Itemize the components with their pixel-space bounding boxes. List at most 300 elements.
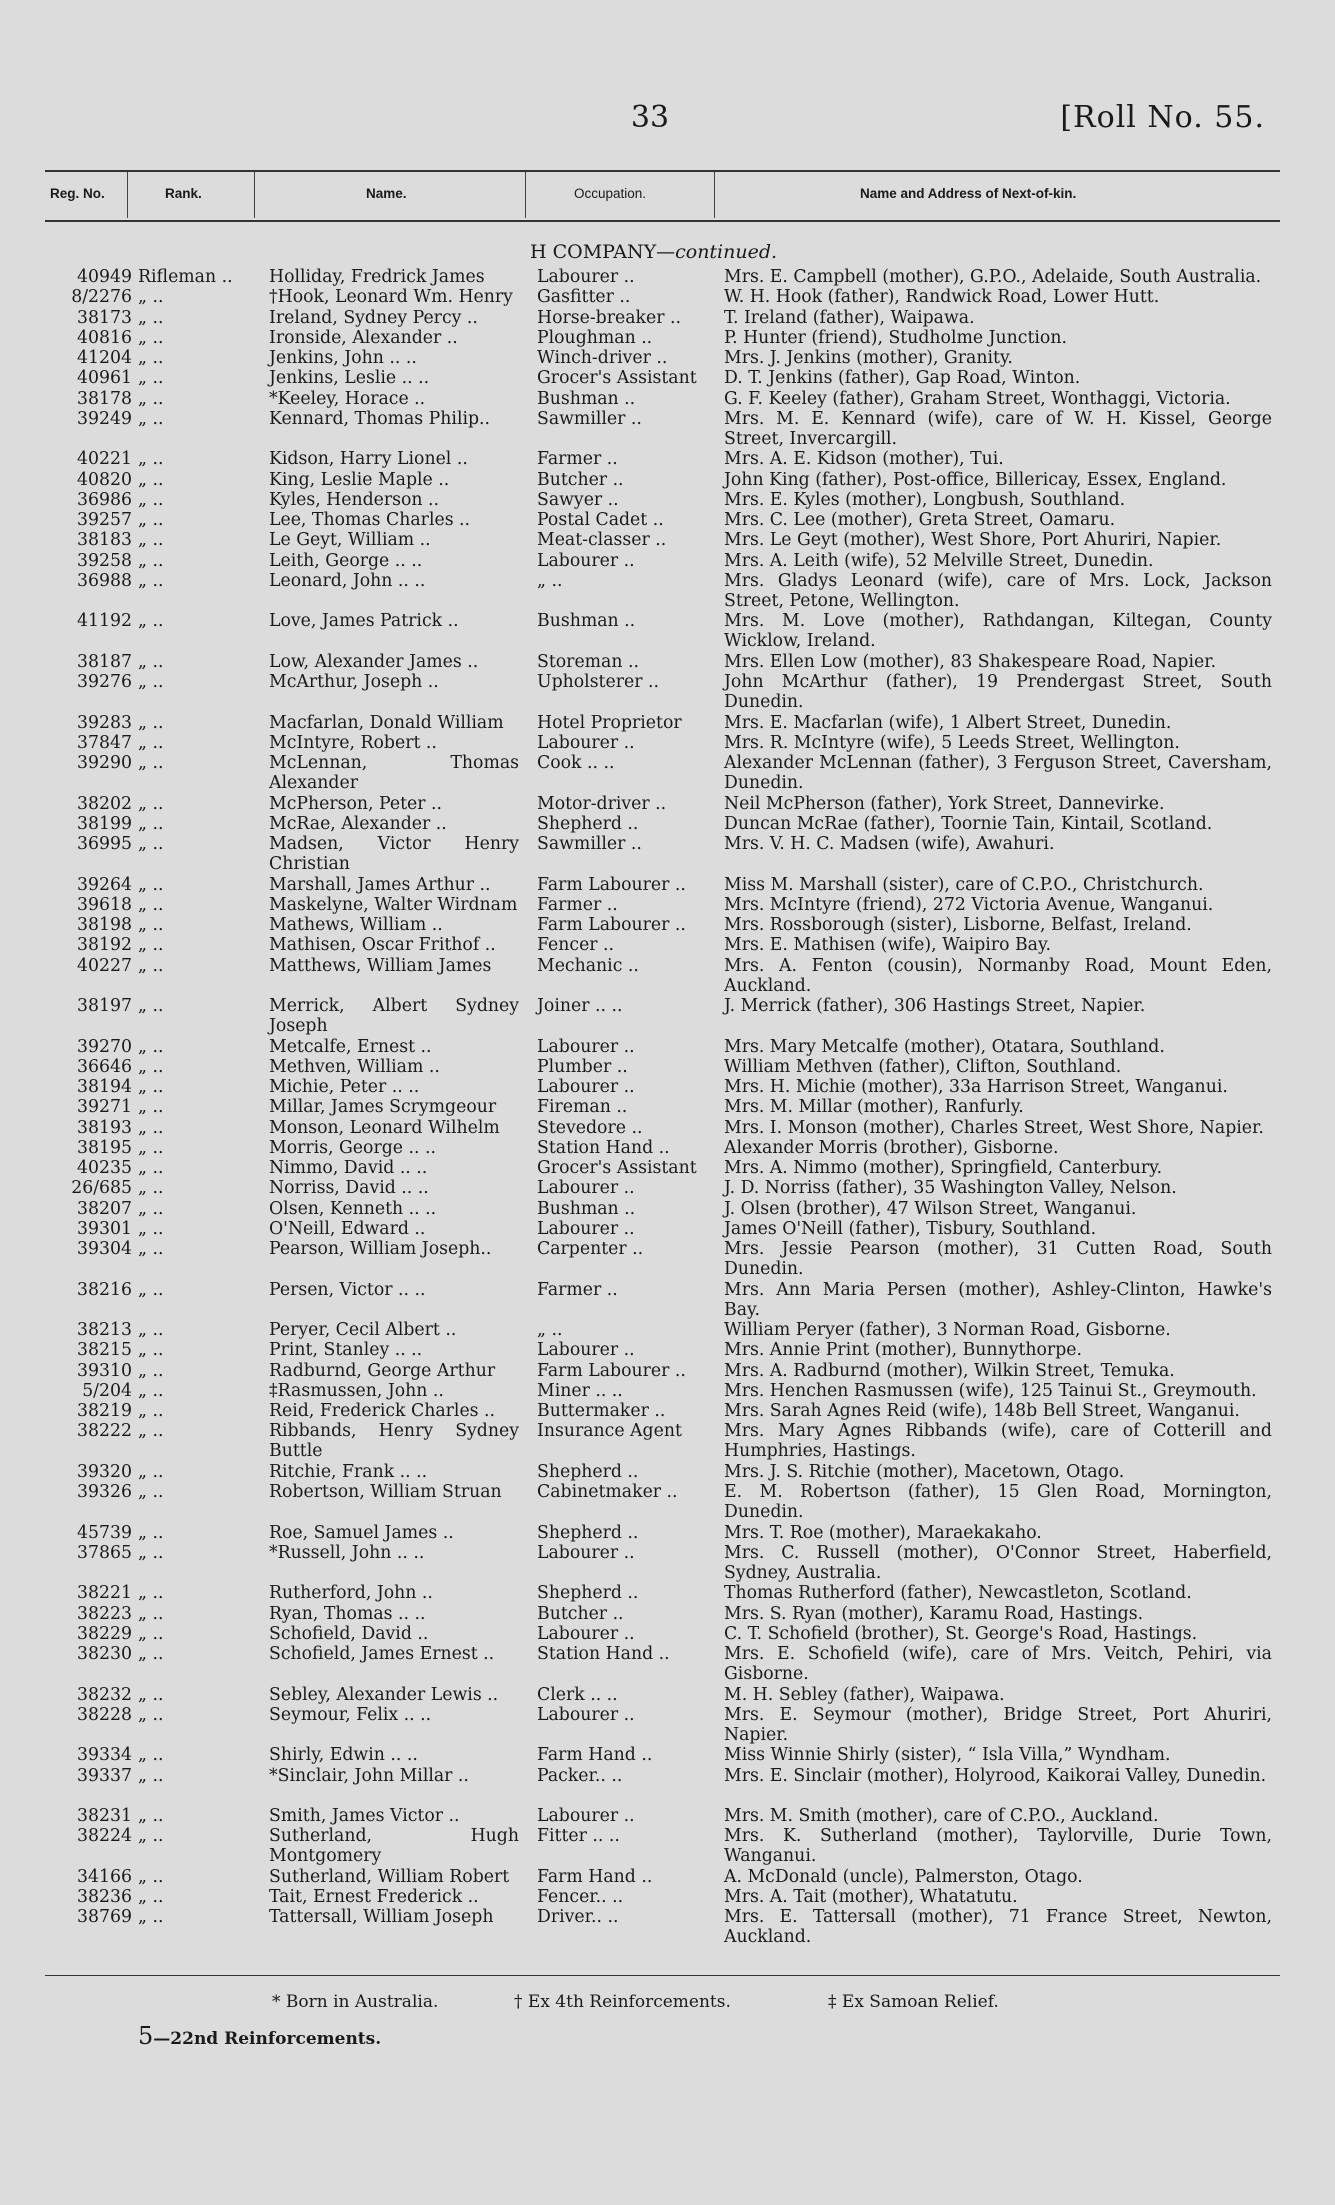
next-of-kin-cell: Mrs. E. Seymour (mother), Bridge Street, Port Ahuriri, Napier. xyxy=(724,1704,1272,1745)
reg-no-cell: 38192 xyxy=(77,935,132,956)
occupation-cell: Cabinetmaker .. xyxy=(537,1482,678,1502)
occupation-cell: Storeman .. xyxy=(537,651,639,672)
next-of-kin-cell: Mrs. K. Sutherland (mother), Taylorville, Durie Town, Wanganui. xyxy=(724,1826,1272,1867)
next-of-kin-cell: Mrs. M. Smith (mother), care of C.P.O., Auckland. xyxy=(724,1806,1159,1826)
reg-no-cell: 38202 xyxy=(77,793,132,814)
next-of-kin-cell: W. H. Hook (father), Randwick Road, Lower Hutt. xyxy=(724,287,1160,308)
next-of-kin-cell: Mrs. Annie Print (mother), Bunnythorpe. xyxy=(724,1340,1082,1361)
name-cell: King, Leslie Maple .. xyxy=(269,469,450,490)
reg-no-cell: 38232 xyxy=(77,1684,132,1705)
occupation-cell: Farmer .. xyxy=(537,894,618,915)
name-cell: Leith, George .. .. xyxy=(269,550,423,571)
reg-no-cell: 39320 xyxy=(77,1461,132,1482)
occupation-cell: Sawmiller .. xyxy=(537,408,642,429)
name-cell: Seymour, Felix .. .. xyxy=(269,1704,432,1725)
rank-cell: „ .. xyxy=(138,388,164,409)
rank-cell: „ .. xyxy=(138,874,164,895)
name-cell: Mathews, William .. xyxy=(269,915,443,935)
next-of-kin-cell: J. D. Norriss (father), 35 Washington Valley, Nelson. xyxy=(724,1178,1177,1199)
rank-cell: „ .. xyxy=(138,1542,164,1563)
occupation-cell: Labourer .. xyxy=(537,1542,635,1563)
reg-no-cell: 38198 xyxy=(77,915,132,935)
next-of-kin-cell: Mrs. H. Michie (mother), 33a Harrison Street, Wanganui. xyxy=(724,1077,1228,1097)
reg-no-cell: 39283 xyxy=(77,712,132,733)
section-continued: continued. xyxy=(675,241,778,263)
reg-no-cell: 40961 xyxy=(77,368,132,389)
next-of-kin-cell: Mrs. A. E. Kidson (mother), Tui. xyxy=(724,449,1004,470)
occupation-cell: Insurance Agent xyxy=(537,1421,682,1442)
reg-no-cell: 38769 xyxy=(77,1907,132,1928)
header-reg-no: Reg. No. xyxy=(50,186,105,201)
footer-signature xyxy=(138,2022,381,2050)
reg-no-cell: 40820 xyxy=(77,469,132,490)
occupation-cell: Labourer .. xyxy=(537,1704,635,1725)
reg-no-cell: 38195 xyxy=(77,1137,132,1158)
rank-cell: „ .. xyxy=(138,712,164,733)
occupation-cell: „ .. xyxy=(537,570,563,591)
name-cell: Ryan, Thomas .. .. xyxy=(269,1603,426,1624)
name-cell: Tait, Ernest Frederick .. xyxy=(269,1887,479,1907)
occupation-cell: Winch-driver .. xyxy=(537,348,668,368)
column-separator xyxy=(714,172,715,218)
name-cell: ‡Rasmussen, John .. xyxy=(269,1380,444,1401)
name-cell: Marshall, James Arthur .. xyxy=(269,874,491,895)
reg-no-cell: 38224 xyxy=(77,1826,132,1847)
reg-no-cell: 38216 xyxy=(77,1279,132,1300)
name-cell: Schofield, David .. xyxy=(269,1623,429,1644)
name-cell: Millar, James Scrymgeour xyxy=(269,1097,497,1118)
rank-cell: „ .. xyxy=(138,368,164,389)
rank-cell: „ .. xyxy=(138,1360,164,1381)
next-of-kin-cell: D. T. Jenkins (father), Gap Road, Winton. xyxy=(724,368,1081,389)
rank-cell: „ .. xyxy=(138,834,164,854)
section-company: H COMPANY— xyxy=(530,241,676,263)
rank-cell: „ .. xyxy=(138,1340,164,1361)
next-of-kin-cell: Mrs. V. H. C. Madsen (wife), Awahuri. xyxy=(724,834,1055,854)
reg-no-cell: 39257 xyxy=(77,510,132,530)
header-rank: Rank. xyxy=(165,186,202,201)
rank-cell: „ .. xyxy=(138,307,164,328)
rank-cell: „ .. xyxy=(138,611,164,632)
rank-cell: „ .. xyxy=(138,1583,164,1604)
column-separator xyxy=(525,172,526,218)
occupation-cell: Carpenter .. xyxy=(537,1239,644,1259)
next-of-kin-cell: Mrs. Ann Maria Persen (mother), Ashley-Clinton, Hawke's Bay. xyxy=(724,1279,1272,1320)
occupation-cell: Grocer's Assistant xyxy=(537,368,697,389)
rank-cell: „ .. xyxy=(138,1137,164,1158)
name-cell: Maskelyne, Walter Wirdnam xyxy=(269,894,518,915)
occupation-cell: Miner .. .. xyxy=(537,1380,623,1401)
column-separator xyxy=(254,172,255,218)
occupation-cell: Shepherd .. xyxy=(537,1583,639,1604)
reg-no-cell: 38231 xyxy=(77,1806,132,1826)
occupation-cell: Fitter .. .. xyxy=(537,1826,620,1847)
name-cell: Sutherland, Hugh Montgomery xyxy=(269,1826,519,1867)
next-of-kin-cell: Mrs. Jessie Pearson (mother), 31 Cutten Road, South Dunedin. xyxy=(724,1239,1272,1280)
name-cell: Radburnd, George Arthur xyxy=(269,1360,496,1381)
next-of-kin-cell: Mrs. E. Schofield (wife), care of Mrs. Veitch, Pehiri, via Gisborne. xyxy=(724,1644,1272,1685)
name-cell: Smith, James Victor .. xyxy=(269,1806,460,1826)
rank-cell: „ .. xyxy=(138,550,164,571)
occupation-cell: Shepherd .. xyxy=(537,1522,639,1543)
rank-cell: „ .. xyxy=(138,449,164,470)
next-of-kin-cell: William Methven (father), Clifton, Southland. xyxy=(724,1056,1122,1077)
occupation-cell: Farmer .. xyxy=(537,449,618,470)
occupation-cell: Sawmiller .. xyxy=(537,834,642,854)
name-cell: †Hook, Leonard Wm. Henry xyxy=(269,287,513,308)
next-of-kin-cell: J. Merrick (father), 306 Hastings Street, Napier. xyxy=(724,996,1146,1016)
occupation-cell: „ .. xyxy=(537,1320,563,1340)
rank-cell: „ .. xyxy=(138,1198,164,1219)
occupation-cell: Horse-breaker .. xyxy=(537,307,681,328)
name-cell: O'Neill, Edward .. xyxy=(269,1218,426,1239)
next-of-kin-cell: Mrs. E. Mathisen (wife), Waipiro Bay. xyxy=(724,935,1051,956)
name-cell: Methven, William .. xyxy=(269,1056,440,1077)
reg-no-cell: 38222 xyxy=(77,1421,132,1442)
name-cell: Sutherland, William Robert xyxy=(269,1866,510,1887)
reg-no-cell: 38221 xyxy=(77,1583,132,1604)
rank-cell: „ .. xyxy=(138,1704,164,1725)
rank-cell: „ .. xyxy=(138,813,164,834)
name-cell: McPherson, Peter .. xyxy=(269,793,442,814)
reg-no-cell: 38178 xyxy=(77,388,132,409)
rank-cell: „ .. xyxy=(138,1866,164,1887)
occupation-cell: Postal Cadet .. xyxy=(537,510,664,530)
reg-no-cell: 40227 xyxy=(77,955,132,976)
reg-no-cell: 40816 xyxy=(77,327,132,348)
next-of-kin-cell: Miss M. Marshall (sister), care of C.P.O., Christchurch. xyxy=(724,874,1204,895)
name-cell: *Russell, John .. .. xyxy=(269,1542,425,1563)
rank-cell: „ .. xyxy=(138,793,164,814)
name-cell: Kyles, Henderson .. xyxy=(269,489,440,510)
name-cell: Michie, Peter .. .. xyxy=(269,1077,420,1097)
reg-no-cell: 38199 xyxy=(77,813,132,834)
occupation-cell: Bushman .. xyxy=(537,611,636,632)
reg-no-cell: 37865 xyxy=(77,1542,132,1563)
occupation-cell: Fencer.. .. xyxy=(537,1887,624,1907)
occupation-cell: Labourer .. xyxy=(537,1077,635,1097)
footnote-born-australia: * Born in Australia. xyxy=(272,1992,439,2012)
name-cell: Mathisen, Oscar Frithof .. xyxy=(269,935,496,956)
rank-cell: „ .. xyxy=(138,1117,164,1138)
reg-no-cell: 38194 xyxy=(77,1077,132,1097)
name-cell: Monson, Leonard Wilhelm xyxy=(269,1117,500,1138)
footnote-samoan-relief: ‡ Ex Samoan Relief. xyxy=(828,1992,999,2012)
name-cell: Ireland, Sydney Percy .. xyxy=(269,307,478,328)
next-of-kin-cell: Mrs. McIntyre (friend), 272 Victoria Avenue, Wanganui. xyxy=(724,894,1214,915)
name-cell: Reid, Frederick Charles .. xyxy=(269,1401,496,1421)
name-cell: *Keeley, Horace .. xyxy=(269,388,426,409)
reg-no-cell: 39271 xyxy=(77,1097,132,1118)
occupation-cell: Clerk .. .. xyxy=(537,1684,618,1705)
rank-cell: „ .. xyxy=(138,530,164,551)
reg-no-cell: 39270 xyxy=(77,1036,132,1057)
next-of-kin-cell: M. H. Sebley (father), Waipawa. xyxy=(724,1684,1005,1705)
name-cell: Rutherford, John .. xyxy=(269,1583,433,1604)
name-cell: Kidson, Harry Lionel .. xyxy=(269,449,468,470)
name-cell: Nimmo, David .. .. xyxy=(269,1158,428,1178)
reg-no-cell: 34166 xyxy=(77,1866,132,1887)
reg-no-cell: 45739 xyxy=(77,1522,132,1543)
name-cell: Matthews, William James xyxy=(269,955,492,976)
reg-no-cell: 41204 xyxy=(77,348,132,368)
reg-no-cell: 39276 xyxy=(77,672,132,692)
name-cell: Macfarlan, Donald William xyxy=(269,712,504,733)
next-of-kin-cell: Mrs. J. Jenkins (mother), Granity. xyxy=(724,348,1013,368)
occupation-cell: Station Hand .. xyxy=(537,1137,670,1158)
name-cell: Olsen, Kenneth .. .. xyxy=(269,1198,437,1219)
reg-no-cell: 36986 xyxy=(77,489,132,510)
occupation-cell: Labourer .. xyxy=(537,1036,635,1057)
occupation-cell: Labourer .. xyxy=(537,267,635,287)
name-cell: Roe, Samuel James .. xyxy=(269,1522,454,1543)
reg-no-cell: 26/685 xyxy=(71,1178,132,1199)
occupation-cell: Fencer .. xyxy=(537,935,615,956)
occupation-cell: Farm Hand .. xyxy=(537,1866,653,1887)
header-top-rule xyxy=(45,170,1280,172)
reg-no-cell: 38230 xyxy=(77,1644,132,1664)
next-of-kin-cell: Mrs. M. Love (mother), Rathdangan, Kiltegan, County Wicklow, Ireland. xyxy=(724,611,1272,652)
reg-no-cell: 39301 xyxy=(77,1218,132,1239)
rank-cell: „ .. xyxy=(138,672,164,692)
occupation-cell: Shepherd .. xyxy=(537,813,639,834)
next-of-kin-cell: Mrs. Henchen Rasmussen (wife), 125 Tainui St., Greymouth. xyxy=(724,1380,1257,1401)
reg-no-cell: 41192 xyxy=(77,611,132,632)
footer-number: 5 xyxy=(138,2022,154,2050)
rank-cell: „ .. xyxy=(138,287,164,308)
next-of-kin-cell: G. F. Keeley (father), Graham Street, Wonthaggi, Victoria. xyxy=(724,388,1231,409)
name-cell: Norriss, David .. .. xyxy=(269,1178,429,1199)
header-occupation: Occupation. xyxy=(574,186,647,201)
occupation-cell: Farm Hand .. xyxy=(537,1745,653,1766)
name-cell: Madsen, Victor Henry Christian xyxy=(269,834,519,875)
next-of-kin-cell: Mrs. A. Nimmo (mother), Springfield, Canterbury. xyxy=(724,1158,1163,1178)
reg-no-cell: 39337 xyxy=(77,1765,132,1786)
reg-no-cell: 39264 xyxy=(77,874,132,895)
occupation-cell: Farmer .. xyxy=(537,1279,618,1300)
rank-cell: „ .. xyxy=(138,570,164,591)
name-cell: Metcalfe, Ernest .. xyxy=(269,1036,432,1057)
occupation-cell: Butcher .. xyxy=(537,1603,624,1624)
occupation-cell: Packer.. .. xyxy=(537,1765,623,1786)
rank-cell: „ .. xyxy=(138,1461,164,1482)
reg-no-cell: 39326 xyxy=(77,1482,132,1502)
next-of-kin-cell: Miss Winnie Shirly (sister), “ Isla Villa,” Wyndham. xyxy=(724,1745,1171,1766)
rank-cell: „ .. xyxy=(138,1684,164,1705)
rank-cell: „ .. xyxy=(138,469,164,490)
name-cell: Le Geyt, William .. xyxy=(269,530,431,551)
name-cell: Ritchie, Frank .. .. xyxy=(269,1461,428,1482)
next-of-kin-cell: Mrs. M. E. Kennard (wife), care of W. H. Kissel, George Street, Invercargill. xyxy=(724,408,1272,449)
next-of-kin-cell: E. M. Robertson (father), 15 Glen Road, Mornington, Dunedin. xyxy=(724,1482,1272,1523)
name-cell: Jenkins, Leslie .. .. xyxy=(269,368,430,389)
next-of-kin-cell: Mrs. T. Roe (mother), Maraekakaho. xyxy=(724,1522,1042,1543)
next-of-kin-cell: Mrs. E. Campbell (mother), G.P.O., Adelaide, South Australia. xyxy=(724,267,1262,287)
column-separator xyxy=(127,172,128,218)
rank-cell: „ .. xyxy=(138,935,164,956)
reg-no-cell: 38223 xyxy=(77,1603,132,1624)
occupation-cell: Shepherd .. xyxy=(537,1461,639,1482)
occupation-cell: Cook .. .. xyxy=(537,753,615,773)
next-of-kin-cell: Mrs. E. Macfarlan (wife), 1 Albert Street, Dunedin. xyxy=(724,712,1172,733)
name-cell: Ironside, Alexander .. xyxy=(269,327,458,348)
name-cell: Kennard, Thomas Philip.. xyxy=(269,408,491,429)
next-of-kin-cell: Mrs. Gladys Leonard (wife), care of Mrs. Lock, Jackson Street, Petone, Wellington. xyxy=(724,570,1272,611)
rank-cell: „ .. xyxy=(138,1401,164,1421)
name-cell: Schofield, James Ernest .. xyxy=(269,1644,495,1664)
occupation-cell: Stevedore .. xyxy=(537,1117,643,1138)
next-of-kin-cell: A. McDonald (uncle), Palmerston, Otago. xyxy=(724,1866,1083,1887)
next-of-kin-cell: Mrs. C. Russell (mother), O'Connor Street, Haberfield, Sydney, Australia. xyxy=(724,1542,1272,1583)
reg-no-cell: 39310 xyxy=(77,1360,132,1381)
footnote-ex-4th: † Ex 4th Reinforcements. xyxy=(514,1992,731,2012)
rank-cell: „ .. xyxy=(138,1806,164,1826)
name-cell: Sebley, Alexander Lewis .. xyxy=(269,1684,499,1705)
rank-cell: „ .. xyxy=(138,1380,164,1401)
next-of-kin-cell: Mrs. Rossborough (sister), Lisborne, Belfast, Ireland. xyxy=(724,915,1192,935)
name-cell: Low, Alexander James .. xyxy=(269,651,479,672)
reg-no-cell: 38236 xyxy=(77,1887,132,1907)
next-of-kin-cell: Mrs. Le Geyt (mother), West Shore, Port Ahuriri, Napier. xyxy=(724,530,1222,551)
next-of-kin-cell: Duncan McRae (father), Toornie Tain, Kintail, Scotland. xyxy=(724,813,1213,834)
next-of-kin-cell: Alexander McLennan (father), 3 Ferguson Street, Caversham, Dunedin. xyxy=(724,753,1272,794)
occupation-cell: Farm Labourer .. xyxy=(537,915,686,935)
next-of-kin-cell: C. T. Schofield (brother), St. George's Road, Hastings. xyxy=(724,1623,1198,1644)
next-of-kin-cell: Mrs. E. Kyles (mother), Longbush, Southland. xyxy=(724,489,1126,510)
occupation-cell: Labourer .. xyxy=(537,1623,635,1644)
next-of-kin-cell: Neil McPherson (father), York Street, Dannevirke. xyxy=(724,793,1165,814)
occupation-cell: Butcher .. xyxy=(537,469,624,490)
reg-no-cell: 38173 xyxy=(77,307,132,328)
header-next-of-kin: Name and Address of Next-of-kin. xyxy=(860,186,1077,201)
name-cell: Peryer, Cecil Albert .. xyxy=(269,1320,457,1340)
reg-no-cell: 38229 xyxy=(77,1623,132,1644)
rank-cell: „ .. xyxy=(138,1644,164,1664)
rank-cell: „ .. xyxy=(138,1320,164,1340)
occupation-cell: Bushman .. xyxy=(537,1198,636,1219)
reg-no-cell: 39334 xyxy=(77,1745,132,1766)
next-of-kin-cell: Mrs. A. Leith (wife), 52 Melville Street, Dunedin. xyxy=(724,550,1154,571)
rank-cell: „ .. xyxy=(138,915,164,935)
next-of-kin-cell: P. Hunter (friend), Studholme Junction. xyxy=(724,327,1067,348)
reg-no-cell: 38183 xyxy=(77,530,132,551)
reg-no-cell: 37847 xyxy=(77,732,132,753)
name-cell: Robertson, William Struan xyxy=(269,1482,502,1502)
occupation-cell: Labourer .. xyxy=(537,732,635,753)
rank-cell: „ .. xyxy=(138,1158,164,1178)
next-of-kin-cell: Mrs. A. Radburnd (mother), Wilkin Street, Temuka. xyxy=(724,1360,1175,1381)
rank-cell: „ .. xyxy=(138,1097,164,1118)
rank-cell: „ .. xyxy=(138,1178,164,1199)
occupation-cell: Farm Labourer .. xyxy=(537,874,686,895)
next-of-kin-cell: Mrs. Mary Metcalfe (mother), Otatara, Southland. xyxy=(724,1036,1165,1057)
next-of-kin-cell: Mrs. S. Ryan (mother), Karamu Road, Hastings. xyxy=(724,1603,1144,1624)
name-cell: Lee, Thomas Charles .. xyxy=(269,510,471,530)
next-of-kin-cell: Mrs. A. Tait (mother), Whatatutu. xyxy=(724,1887,1018,1907)
rank-cell: Rifleman .. xyxy=(138,267,233,287)
name-cell: Morris, George .. .. xyxy=(269,1137,436,1158)
rank-cell: „ .. xyxy=(138,489,164,510)
rank-cell: „ .. xyxy=(138,996,164,1016)
name-cell: Tattersall, William Joseph xyxy=(269,1907,494,1928)
rank-cell: „ .. xyxy=(138,1036,164,1057)
name-cell: Print, Stanley .. .. xyxy=(269,1340,423,1361)
next-of-kin-cell: John McArthur (father), 19 Prendergast Street, South Dunedin. xyxy=(724,672,1272,713)
reg-no-cell: 39258 xyxy=(77,550,132,571)
occupation-cell: Labourer .. xyxy=(537,1218,635,1239)
rank-cell: „ .. xyxy=(138,1603,164,1624)
rank-cell: „ .. xyxy=(138,894,164,915)
rank-cell: „ .. xyxy=(138,1077,164,1097)
rank-cell: „ .. xyxy=(138,1907,164,1928)
reg-no-cell: 36646 xyxy=(77,1056,132,1077)
next-of-kin-cell: T. Ireland (father), Waipawa. xyxy=(724,307,975,328)
rank-cell: „ .. xyxy=(138,753,164,773)
rank-cell: „ .. xyxy=(138,732,164,753)
name-cell: Love, James Patrick .. xyxy=(269,611,459,632)
name-cell: Pearson, William Joseph.. xyxy=(269,1239,492,1259)
footer-rule xyxy=(45,1975,1280,1976)
occupation-cell: Motor-driver .. xyxy=(537,793,667,814)
next-of-kin-cell: James O'Neill (father), Tisbury, Southland. xyxy=(724,1218,1097,1239)
occupation-cell: Sawyer .. xyxy=(537,489,619,510)
reg-no-cell: 40235 xyxy=(77,1158,132,1178)
next-of-kin-cell: William Peryer (father), 3 Norman Road, Gisborne. xyxy=(724,1320,1171,1340)
name-cell: McRae, Alexander .. xyxy=(269,813,447,834)
reg-no-cell: 38187 xyxy=(77,651,132,672)
reg-no-cell: 8/2276 xyxy=(71,287,132,308)
next-of-kin-cell: Mrs. C. Lee (mother), Greta Street, Oamaru. xyxy=(724,510,1116,530)
reg-no-cell: 36995 xyxy=(77,834,132,854)
occupation-cell: Labourer .. xyxy=(537,1178,635,1199)
reg-no-cell: 38213 xyxy=(77,1320,132,1340)
name-cell: Ribbands, Henry Sydney Buttle xyxy=(269,1421,519,1462)
rank-cell: „ .. xyxy=(138,1218,164,1239)
reg-no-cell: 39618 xyxy=(77,894,132,915)
name-cell: *Sinclair, John Millar .. xyxy=(269,1765,469,1786)
section-heading xyxy=(530,241,777,263)
rank-cell: „ .. xyxy=(138,1826,164,1847)
rank-cell: „ .. xyxy=(138,1887,164,1907)
next-of-kin-cell: Thomas Rutherford (father), Newcastleton, Scotland. xyxy=(724,1583,1192,1604)
next-of-kin-cell: Mrs. A. Fenton (cousin), Normanby Road, Mount Eden, Auckland. xyxy=(724,955,1272,996)
rank-cell: „ .. xyxy=(138,1482,164,1502)
name-cell: Persen, Victor .. .. xyxy=(269,1279,426,1300)
occupation-cell: Buttermaker .. xyxy=(537,1401,666,1421)
next-of-kin-cell: Alexander Morris (brother), Gisborne. xyxy=(724,1137,1059,1158)
header-name: Name. xyxy=(366,186,407,201)
reg-no-cell: 38215 xyxy=(77,1340,132,1361)
rank-cell: „ .. xyxy=(138,1279,164,1300)
occupation-cell: Hotel Proprietor xyxy=(537,712,682,733)
reg-no-cell: 36988 xyxy=(77,570,132,591)
occupation-cell: Ploughman .. xyxy=(537,327,653,348)
rank-cell: „ .. xyxy=(138,348,164,368)
rank-cell: „ .. xyxy=(138,651,164,672)
occupation-cell: Labourer .. xyxy=(537,1340,635,1361)
next-of-kin-cell: John King (father), Post-office, Billericay, Essex, England. xyxy=(724,469,1227,490)
rank-cell: „ .. xyxy=(138,1421,164,1442)
next-of-kin-cell: Mrs. E. Sinclair (mother), Holyrood, Kaikorai Valley, Dunedin. xyxy=(724,1765,1267,1786)
reg-no-cell: 40221 xyxy=(77,449,132,470)
reg-no-cell: 38228 xyxy=(77,1704,132,1725)
occupation-cell: Mechanic .. xyxy=(537,955,639,976)
name-cell: Merrick, Albert Sydney Joseph xyxy=(269,996,519,1037)
next-of-kin-cell: J. Olsen (brother), 47 Wilson Street, Wanganui. xyxy=(724,1198,1137,1219)
page-number: 33 xyxy=(630,100,670,135)
name-cell: McLennan, Thomas Alexander xyxy=(269,753,519,794)
reg-no-cell: 39290 xyxy=(77,753,132,773)
